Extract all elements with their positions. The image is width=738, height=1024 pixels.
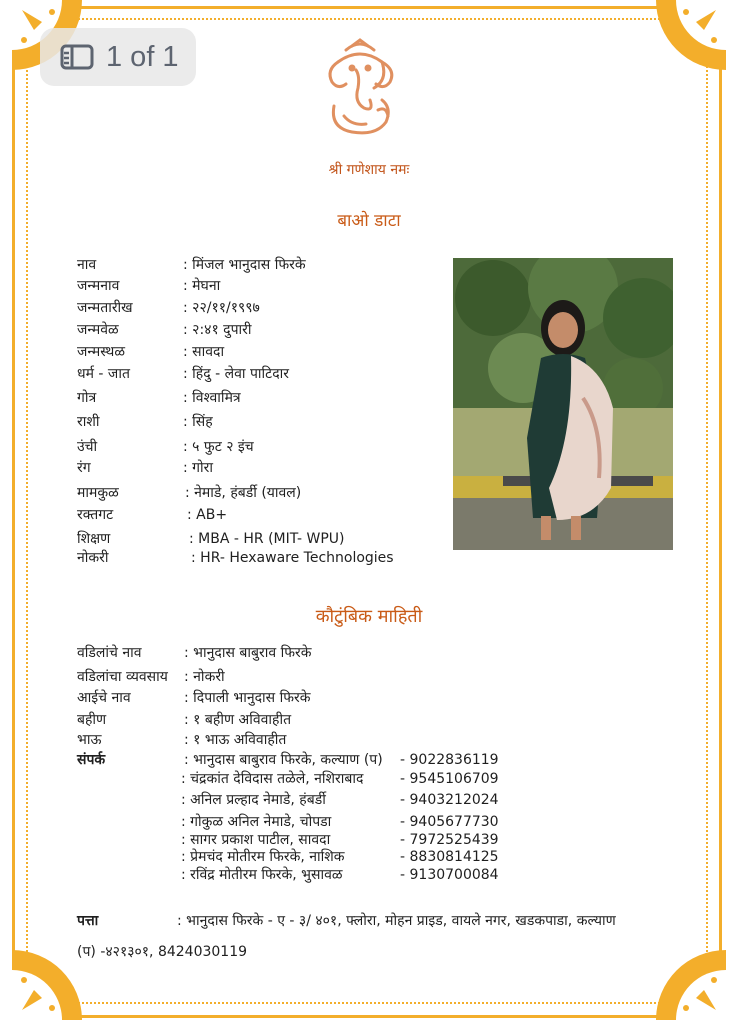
bio-label: उंची	[77, 439, 98, 455]
bio-value: : हिंदु - लेवा पाटिदार	[183, 366, 290, 382]
bio-label: गोत्र	[77, 390, 97, 406]
bio-value: : मेघना	[183, 278, 221, 294]
bio-label: जन्मतारीख	[77, 300, 133, 316]
page-counter-text: 1 of 1	[106, 40, 179, 73]
address-line-1: : भानुदास फिरके - ए - ३/ ४०१, फ्लोरा, मोहन प्राइड, वायले नगर, खडकपाडा, कल्याण	[177, 913, 616, 929]
contact-name: : भानुदास बाबुराव फिरके, कल्याण (प)	[184, 752, 383, 768]
corner-ornament-bottom-right	[656, 950, 726, 1020]
bio-label: राशी	[77, 414, 100, 430]
contact-name: : चंद्रकांत देविदास तळेले, नशिराबाद	[181, 771, 364, 787]
contact-phone: - 8830814125	[400, 849, 499, 865]
bio-value: : AB+	[187, 507, 228, 523]
contact-phone: - 9022836119	[400, 752, 499, 768]
pages-icon	[60, 44, 94, 70]
contact-name: : प्रेमचंद मोतीरम फिरके, नाशिक	[181, 849, 345, 865]
ganesha-icon	[316, 36, 404, 140]
bio-value: : २:४१ दुपारी	[183, 322, 252, 338]
contact-phone: - 9403212024	[400, 792, 499, 808]
page-counter-badge	[40, 28, 196, 86]
bio-label: नाव	[77, 257, 97, 273]
bio-value: : २२/११/१९९७	[183, 300, 260, 316]
contact-phone: - 9545106709	[400, 771, 499, 787]
family-value: : १ बहीण अविवाहीत	[184, 712, 292, 728]
bio-value: : MBA - HR (MIT- WPU)	[189, 531, 345, 547]
bio-label: मामकुळ	[77, 485, 119, 501]
profile-photo	[453, 258, 673, 550]
family-label: बहीण	[77, 712, 107, 728]
family-label: भाऊ	[77, 732, 102, 748]
family-label: आईचे नाव	[77, 690, 131, 706]
bio-value: : मिंजल भानुदास फिरके	[183, 257, 306, 273]
contact-name: : गोकुळ अनिल नेमाडे, चोपडा	[181, 814, 332, 830]
bio-value: : गोरा	[183, 460, 214, 476]
bio-value: : ५ फुट २ इंच	[183, 439, 254, 455]
contact-phone: - 7972525439	[400, 832, 499, 848]
contact-label: संपर्क	[77, 752, 106, 768]
bio-value: : नेमाडे, हंबर्डी (यावल)	[185, 485, 302, 501]
bio-label: जन्मनाव	[77, 278, 120, 294]
family-value: : भानुदास बाबुराव फिरके	[184, 645, 312, 661]
bio-value: : सावदा	[183, 344, 225, 360]
bio-value: : विश्वामित्र	[183, 390, 241, 406]
family-value: : १ भाऊ अविवाहीत	[184, 732, 287, 748]
family-label: वडिलांचा व्यवसाय	[77, 669, 168, 685]
address-line-2: (प) -४२१३०१, 8424030119	[77, 944, 248, 960]
family-value: : दिपाली भानुदास फिरके	[184, 690, 311, 706]
bio-label: धर्म - जात	[77, 366, 130, 382]
contact-name: : सागर प्रकाश पाटील, सावदा	[181, 832, 331, 848]
contact-name: : रविंद्र मोतीरम फिरके, भुसावळ	[181, 867, 343, 883]
family-value: : नोकरी	[184, 669, 225, 685]
contact-phone: - 9130700084	[400, 867, 499, 883]
bio-value: : HR- Hexaware Technologies	[191, 550, 394, 566]
bio-data-heading: बाओ डाटा	[337, 211, 401, 231]
bio-label: रंग	[77, 460, 91, 476]
invocation-heading: श्री गणेशाय नमः	[328, 162, 410, 178]
family-label: वडिलांचे नाव	[77, 645, 142, 661]
bio-label: शिक्षण	[77, 531, 111, 547]
contact-phone: - 9405677730	[400, 814, 499, 830]
bio-value: : सिंह	[183, 414, 213, 430]
address-label: पत्ता	[77, 913, 99, 929]
corner-ornament-bottom-left	[12, 950, 82, 1020]
corner-ornament-top-right	[656, 0, 726, 70]
address-row	[77, 911, 616, 930]
contact-name: : अनिल प्रल्हाद नेमाडे, हंबर्डी	[181, 792, 326, 808]
bio-label: जन्मवेळ	[77, 322, 119, 338]
bio-label: नोकरी	[77, 550, 109, 566]
bio-label: जन्मस्थळ	[77, 344, 125, 360]
bio-label: रक्तगट	[77, 507, 114, 523]
family-info-heading: कौटुंबिक माहिती	[315, 606, 423, 627]
